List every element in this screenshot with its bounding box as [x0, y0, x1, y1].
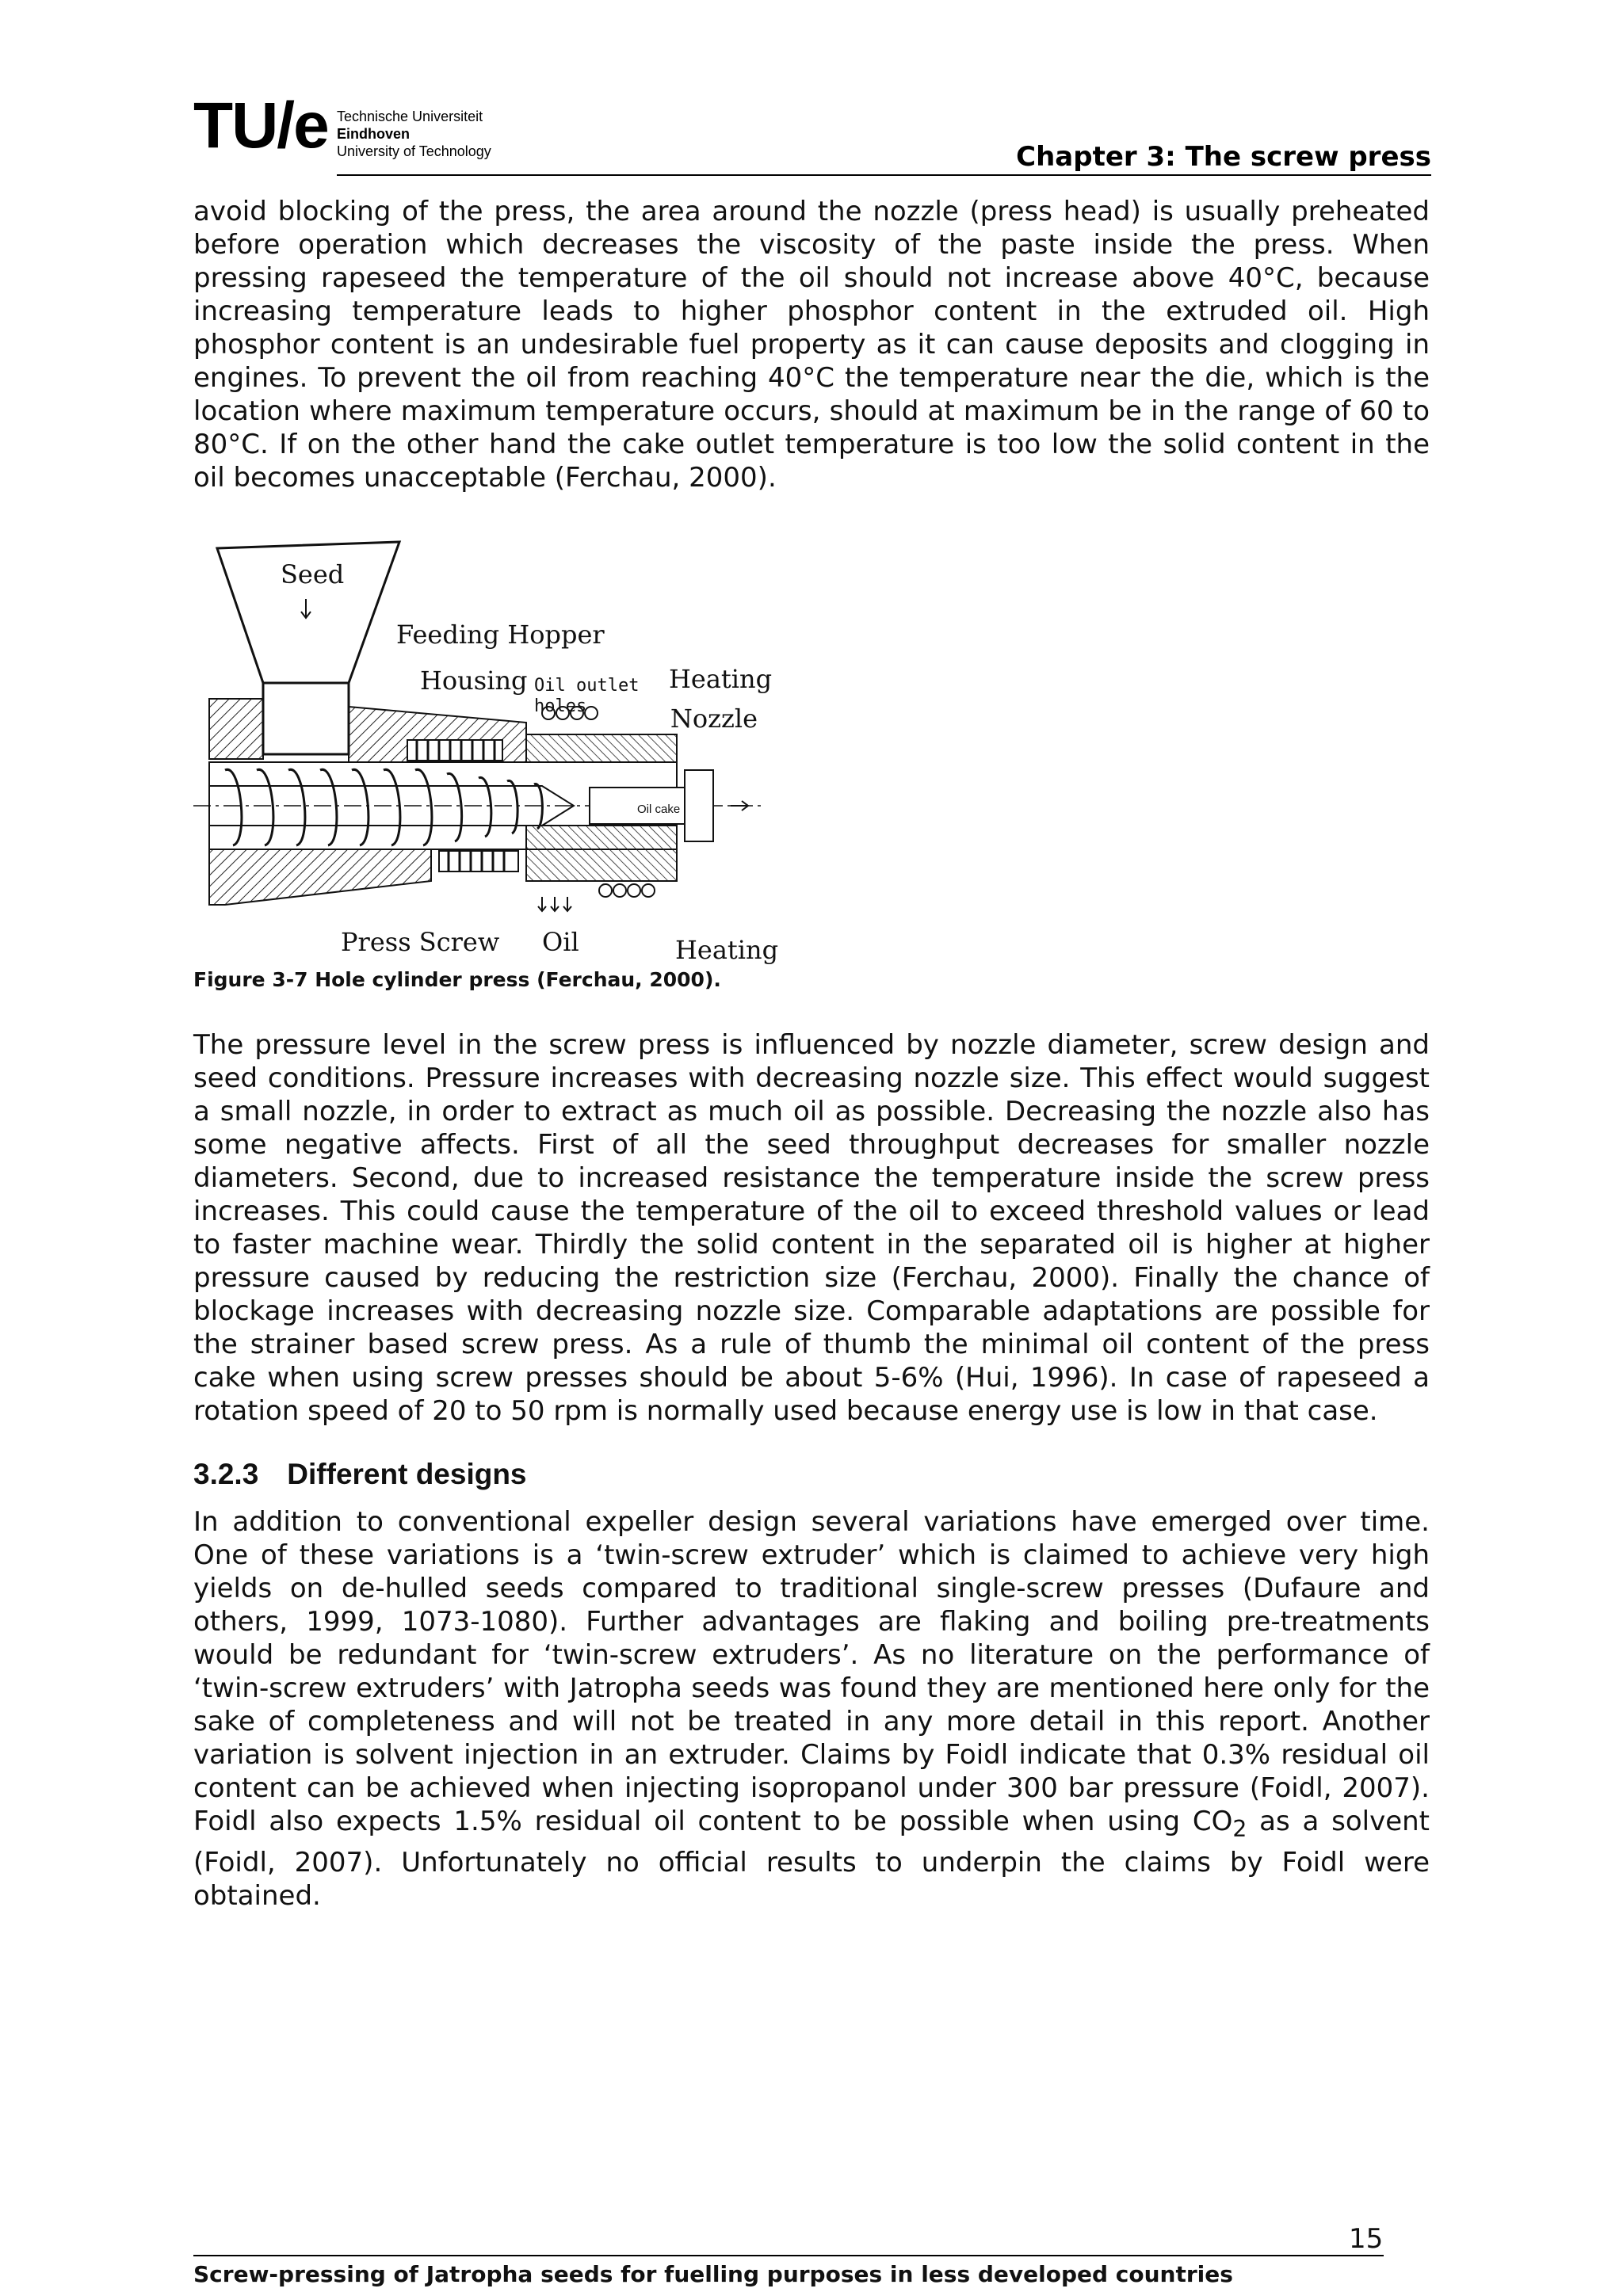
nozzle-head — [685, 770, 713, 841]
paragraph-1: avoid blocking of the press, the area around the nozzle (press head) is usually preheated before operation which decreases the viscosity of the paste inside the press. When pressing rapeseed the temperature of the oil should not increase above 40°C, because increasing temperature leads to higher phosphor content in the extruded oil. High phosphor content is an undesirable fuel property as it can cause deposits and clogging in engines. To prevent the oil from reaching 40°C the temperature near the die, which is the location where maximum temperature occurs, should at maximum be in the range of 60 to 80°C. If on the other hand the cake outlet temperature is too low the solid content in the oil becomes unacceptable (Ferchau, 2000). — [193, 196, 1430, 494]
oil-cake-arrow — [731, 801, 748, 810]
logo-line-3: University of Technology — [337, 143, 491, 159]
screw-press-diagram — [193, 532, 796, 967]
university-logo-mark: TU/e — [193, 90, 328, 162]
feeding-hopper-label: Feeding Hopper — [396, 620, 605, 650]
seed-arrow — [301, 599, 311, 618]
paragraph-3 — [193, 1505, 1430, 1913]
figure-caption: Figure 3-7 Hole cylinder press (Ferchau, 2000). — [193, 968, 721, 991]
press-screw-label: Press Screw — [341, 927, 500, 957]
section-heading — [193, 1458, 527, 1491]
page-number: 15 — [1349, 2223, 1384, 2255]
oil-outlet-label-2: holes — [534, 696, 587, 716]
section-number: 3.2.3 — [193, 1458, 259, 1490]
co2-subscript: 2 — [1232, 1815, 1247, 1842]
paragraph-3-part-b: as a solvent (Foidl, 2007). Unfortunately no official results to underpin the claims by Foidl were obtained. — [193, 1806, 1430, 1912]
heating-coils-bottom — [599, 884, 655, 897]
housing-label: Housing — [420, 666, 528, 696]
running-footer-title: Screw-pressing of Jatropha seeds for fuelling purposes in less developed countries — [193, 2261, 1233, 2287]
paragraph-2: The pressure level in the screw press is influenced by nozzle diameter, screw design and seed conditions. Pressure increases with decreasing nozzle size. This effect would suggest a small nozzle, in order to extract as much oil as possible. Decreasing the nozzle also has some negative affects. First of all the seed throughput decreases for smaller nozzle diameters. Second, due to increased resistance the temperature inside the screw press increases. This could cause the temperature of the oil to exceed threshold values or lead to faster machine wear. Thirdly the solid content in the separated oil is higher at higher pressure caused by reducing the restriction size (Ferchau, 2000). Finally the chance of blockage increases with decreasing nozzle size. Comparable adaptations are possible for the strainer based screw press. As a rule of thumb the minimal oil content of the press cake when using screw presses should be about 5-6% (Hui, 1996). In case of rapeseed a rotation speed of 20 to 50 rpm is normally used because energy use is low in that case. — [193, 1029, 1430, 1427]
header-rule — [337, 174, 1431, 176]
oil-drip-arrows — [538, 897, 571, 911]
oil-cake-label: Oil cake — [637, 803, 681, 816]
oil-outlet-holes-top — [407, 740, 502, 761]
logo-line-1: Technische Universiteit — [337, 109, 483, 124]
housing-upper-left — [209, 699, 263, 759]
section-title: Different designs — [287, 1458, 527, 1490]
paragraph-3-part-a: In addition to conventional expeller design several variations have emerged over time. One of these variations is a ‘twin-screw extruder’ which is claimed to achieve very high yields on de-hulled seeds compared to traditional single-screw presses (Dufaure and others, 1999, 1073-1080). Further advantages are flaking and boiling pre-treatments would be redundant for ‘twin-screw extruders’. As no literature on the performance of ‘twin-screw extruders’ with Jatropha seeds was found they are mentioned here only for the sake of completeness and will not be treated in any more detail in this report. Another variation is solvent injection in an extruder. Claims by Foidl indicate that 0.3% residual oil content can be achieved when injecting isopropanol under 300 bar pressure (Foidl, 2007). Foidl also expects 1.5% residual oil content to be possible when using CO — [193, 1506, 1430, 1837]
nozzle-label: Nozzle — [670, 704, 758, 734]
screw-press-figure — [193, 532, 796, 967]
footer-rule — [193, 2255, 1384, 2256]
heating-top-label: Heating — [669, 664, 773, 694]
logo-line-2: Eindhoven — [337, 126, 411, 142]
nozzle-housing-lower — [526, 826, 677, 881]
oil-outlet-holes-bottom — [439, 851, 518, 871]
heating-bottom-label: Heating — [675, 935, 779, 965]
seed-label: Seed — [281, 559, 345, 589]
hopper-neck — [263, 683, 349, 754]
university-logo-text — [337, 108, 491, 160]
oil-outlet-label-1: Oil outlet — [534, 676, 640, 696]
oil-label: Oil — [542, 927, 579, 957]
housing-lower — [209, 849, 431, 905]
chapter-title: Chapter 3: The screw press — [1016, 141, 1431, 173]
